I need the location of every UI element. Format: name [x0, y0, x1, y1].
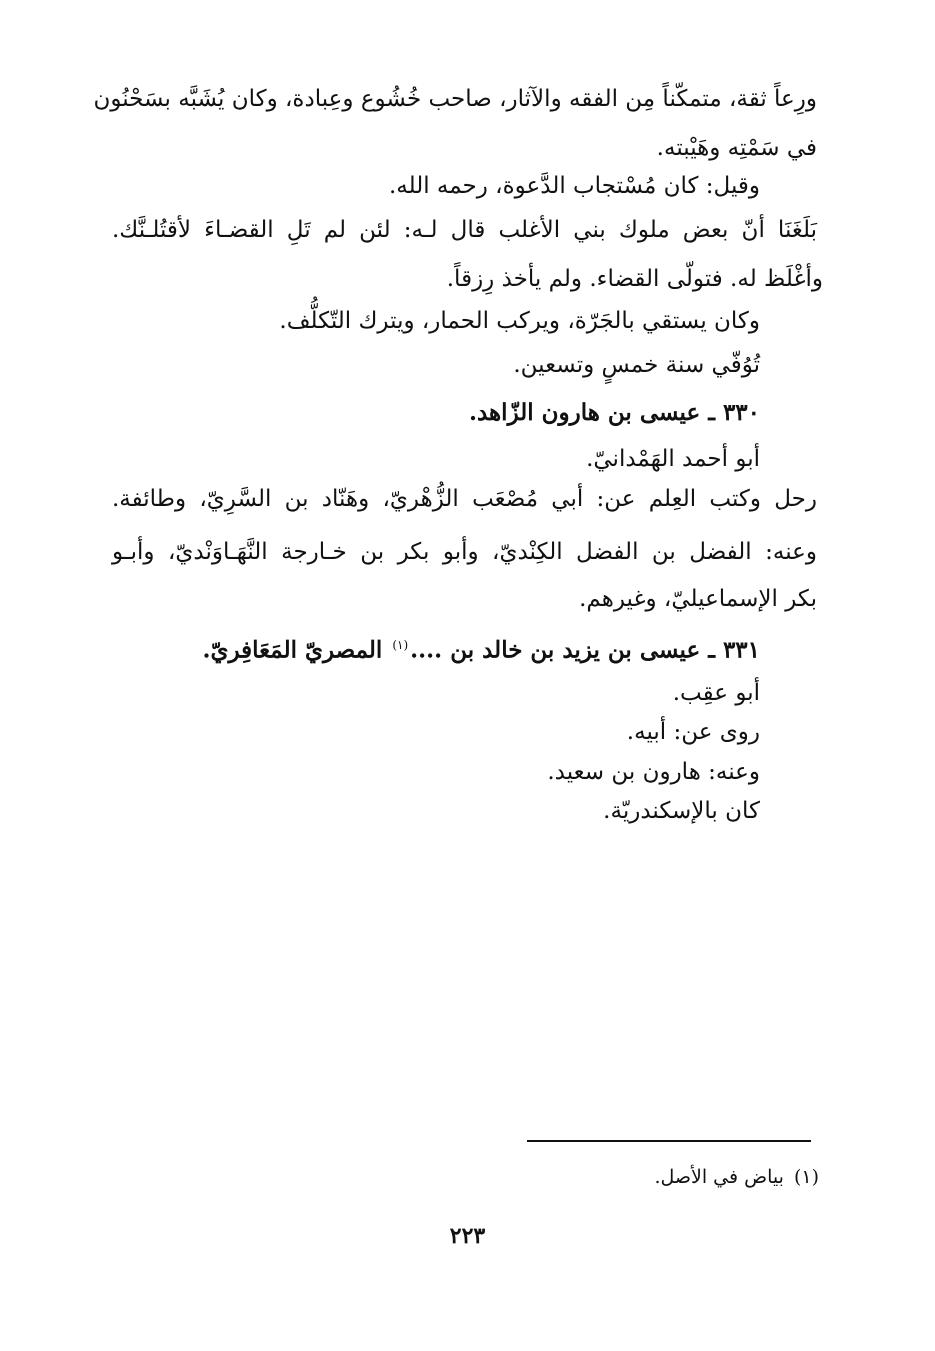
text-line: أبو أحمد الهَمْدانيّ.: [586, 446, 760, 472]
text-line: روى عن: أبيه.: [626, 719, 760, 745]
text-line: ورِعاً ثقة، متمكّناً مِن الفقه والآثار، صاحب خُشُوع وعِبادة، وكان يُشَبَّه بسَحْنُون: [93, 86, 817, 112]
text-line: أبو عقِب.: [672, 680, 760, 706]
text-line: وكان يستقي بالجَرّة، ويركب الحمار، ويترك التّكلُّف.: [279, 308, 760, 334]
text-line: تُوُفّي سنة خمسٍ وتسعين.: [513, 352, 760, 378]
footnote-divider: [527, 1140, 811, 1142]
text-line: بَلَغَنَا أنّ بعض ملوك بني الأغلب قال لـه: لئن لم تَلِ القضـاءَ لأقتُلـنَّك.: [112, 217, 817, 243]
entry-heading-331: [202, 630, 760, 666]
footnote-reference[interactable]: (١): [392, 638, 409, 652]
text-line: وأغْلَظ له. فتولّى القضاء. ولم يأخذ رِزقاً.: [446, 266, 823, 292]
text-line: كان بالإسكندريّة.: [603, 798, 760, 824]
text-line: وعنه: هارون بن سعيد.: [547, 759, 760, 785]
footnote-number: (١): [793, 1166, 819, 1188]
text-line: وقيل: كان مُسْتجاب الدَّعوة، رحمه الله.: [388, 173, 760, 199]
text-line: بكر الإسماعيليّ، وغيرهم.: [579, 586, 817, 612]
heading-part: المصريّ المَعَافِريّ.: [202, 636, 391, 664]
text-line: رحل وكتب العِلم عن: أبي مُصْعَب الزُّهْريّ، وهَنّاد بن السَّرِيّ، وطائفة.: [112, 486, 817, 512]
text-line: في سَمْتِه وهَيْبته.: [656, 135, 817, 161]
text-line: وعنه: الفضل بن الفضل الكِنْديّ، وأبو بكر بن خـارجة النَّهَـاوَنْديّ، وأبـو: [112, 539, 817, 565]
footnote-text: بياض في الأصل.: [654, 1166, 784, 1188]
footnote: [654, 1164, 819, 1190]
entry-heading-330: ٣٣٠ ـ عيسى بن هارون الزّاهد.: [468, 399, 760, 426]
page-number: ٢٢٣: [449, 1223, 486, 1249]
heading-part: ٣٣١ ـ عيسى بن يزيد بن خالد بن ....: [410, 636, 760, 664]
